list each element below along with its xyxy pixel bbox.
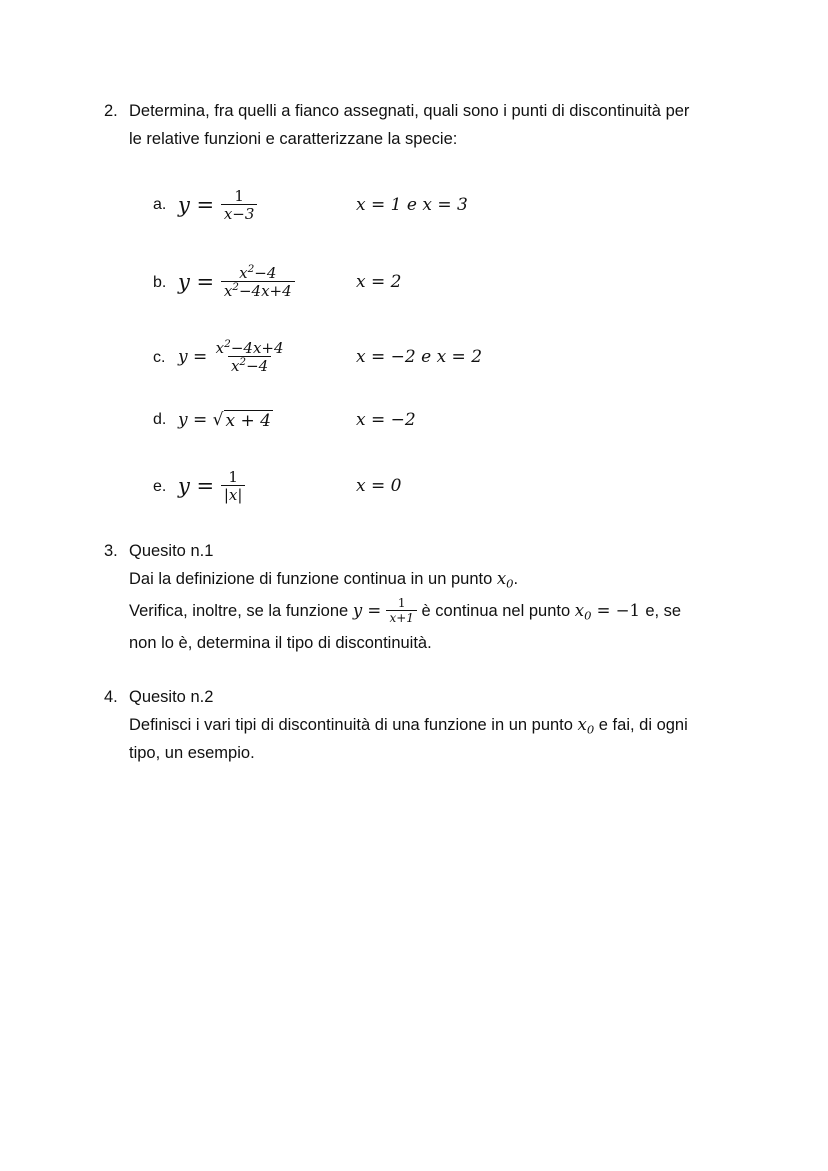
q4-title: Quesito n.2 bbox=[129, 688, 214, 706]
q3-line-2: Verifica, inoltre, se la funzione y = $\frac{1}{x+1}$ è continua nel punto $x_0$ = −1 e, se bbox=[129, 595, 682, 625]
item-b-formula: y = $\frac{x^2-4}{x^2-4x+4}$ bbox=[178, 255, 295, 309]
q2-line-1: Determina, fra quelli a fianco assegnati, quali sono i punti di discontinuità per bbox=[129, 102, 690, 120]
q3-line-2-pre: Verifica, inoltre, se la funzione bbox=[129, 602, 349, 620]
item-d-answer: x = −2 bbox=[356, 410, 416, 430]
item-c-label: c. bbox=[153, 349, 166, 366]
q2-line-2: le relative funzioni e caratterizzane la specie: bbox=[129, 130, 458, 148]
item-d-label: d. bbox=[153, 411, 167, 428]
q4-line-2: tipo, un esempio. bbox=[129, 744, 255, 762]
item-c-formula: y = $\frac{x^2-4x+4}{x^2-4}$ bbox=[178, 337, 284, 375]
q4-line-1-pre: Definisci i vari tipi di discontinuità di una funzione in un punto bbox=[129, 716, 573, 734]
item-e-answer: x = 0 bbox=[356, 476, 402, 496]
item-c-answer: x = −2 e x = 2 bbox=[356, 347, 483, 367]
q3-line-1: Dai la definizione di funzione continua in un punto $x_0$. bbox=[129, 569, 519, 591]
q3-line-1-text: Dai la definizione di funzione continua in un punto bbox=[129, 570, 493, 588]
q3-number: 3. bbox=[104, 542, 118, 560]
q3-line-2-post: e, se bbox=[645, 602, 682, 620]
q2-number: 2. bbox=[104, 102, 118, 120]
x0-symbol: $x_0$ bbox=[496, 569, 514, 591]
item-b-label: b. bbox=[153, 274, 167, 291]
item-b-answer: x = 2 bbox=[356, 272, 402, 292]
q4-line-1-post: e fai, di ogni bbox=[598, 716, 688, 734]
item-a-label: a. bbox=[153, 196, 167, 213]
q4-line-1: Definisci i vari tipi di discontinuità di una funzione in un punto $x_0$ e fai, di ogni bbox=[129, 715, 688, 737]
item-e-formula: y = $\frac{1}{|x|}$ bbox=[178, 461, 245, 511]
item-d-formula: y = √ x + 4 bbox=[178, 409, 271, 431]
item-a-answer: x = 1 e x = 3 bbox=[356, 195, 468, 215]
sqrt-icon: √ bbox=[212, 409, 224, 430]
item-e-label: e. bbox=[153, 478, 167, 495]
item-a-formula: y = $\frac{1}{x-3}$ bbox=[178, 180, 257, 230]
q3-line-2-mid: è continua nel punto bbox=[421, 602, 571, 620]
q3-title: Quesito n.1 bbox=[129, 542, 214, 560]
q4-number: 4. bbox=[104, 688, 118, 706]
q3-line-3: non lo è, determina il tipo di discontinuità. bbox=[129, 634, 432, 652]
